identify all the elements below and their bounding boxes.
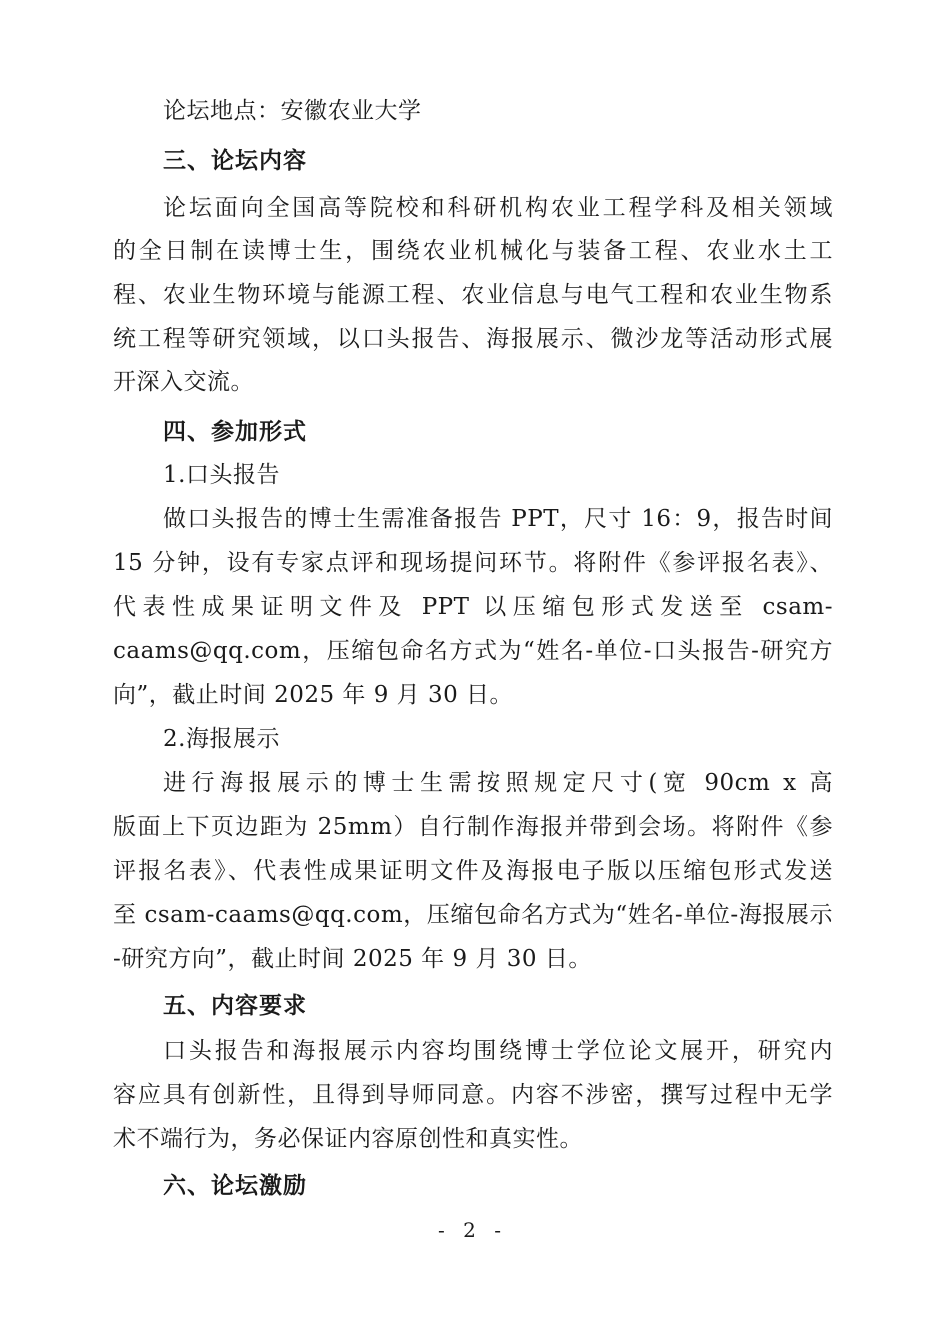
paragraph-line: 做口头报告的博士生需准备报告 PPT，尺寸 16：9，报告时间	[163, 506, 833, 532]
section-heading-requirements: 五、内容要求	[163, 993, 307, 1019]
subsection-oral: 1.口头报告	[163, 462, 280, 488]
paragraph-line: 术不端行为，务必保证内容原创性和真实性。	[113, 1126, 583, 1152]
subsection-poster: 2.海报展示	[163, 726, 280, 752]
paragraph-line: 版面上下页边距为 25mm）自行制作海报并带到会场。将附件《参	[113, 814, 833, 840]
paragraph-line: 至 csam-caams@qq.com，压缩包命名方式为“姓名-单位-海报展示	[113, 902, 833, 928]
paragraph-line: 口头报告和海报展示内容均围绕博士学位论文展开，研究内	[163, 1038, 833, 1064]
section-heading-content: 三、论坛内容	[163, 148, 307, 174]
paragraph-line: 论坛面向全国高等院校和科研机构农业工程学科及相关领域	[163, 195, 833, 221]
paragraph-line: 评报名表》、代表性成果证明文件及海报电子版以压缩包形式发送	[113, 858, 833, 884]
paragraph-line: 15 分钟，设有专家点评和现场提问环节。将附件《参评报名表》、	[113, 550, 833, 576]
paragraph-line: 开深入交流。	[113, 369, 254, 395]
paragraph-line: 的全日制在读博士生，围绕农业机械化与装备工程、农业水土工	[113, 238, 833, 264]
section-heading-incentives: 六、论坛激励	[163, 1173, 307, 1199]
paragraph-line: 代表性成果证明文件及 PPT 以压缩包形式发送至 csam-	[113, 594, 833, 620]
section-heading-format: 四、参加形式	[163, 419, 307, 445]
page-number: - 2 -	[438, 1218, 507, 1242]
paragraph-line: 容应具有创新性，且得到导师同意。内容不涉密，撰写过程中无学	[113, 1082, 833, 1108]
paragraph-line: -研究方向”，截止时间 2025 年 9 月 30 日。	[113, 946, 592, 972]
paragraph-line: caams@qq.com，压缩包命名方式为“姓名-单位-口头报告-研究方	[113, 638, 833, 664]
venue-line: 论坛地点：安徽农业大学	[163, 98, 422, 124]
paragraph-line: 程、农业生物环境与能源工程、农业信息与电气工程和农业生物系	[113, 282, 833, 308]
paragraph-line: 向”，截止时间 2025 年 9 月 30 日。	[113, 682, 514, 708]
paragraph-line: 进行海报展示的博士生需按照规定尺寸(宽 90cm x 高	[163, 770, 833, 796]
paragraph-line: 统工程等研究领域，以口头报告、海报展示、微沙龙等活动形式展	[113, 326, 833, 352]
